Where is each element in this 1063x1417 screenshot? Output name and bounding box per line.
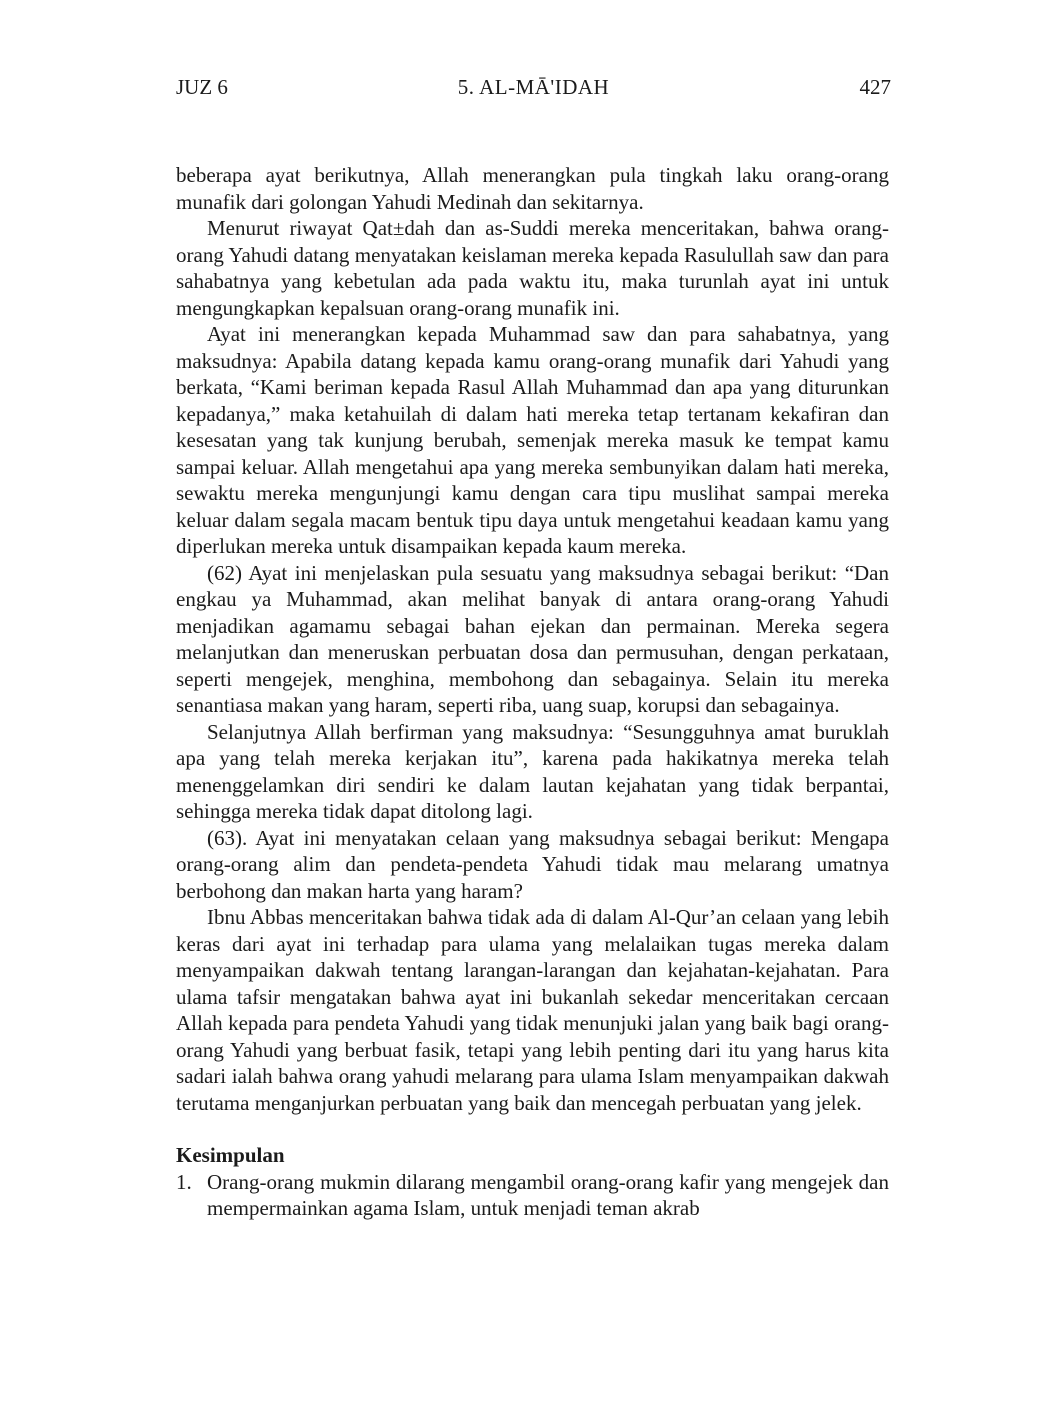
surah-title: 5. AL-MĀ'IDAH	[457, 75, 610, 99]
conclusion-heading: Kesimpulan	[176, 1143, 285, 1167]
body-paragraph: Ibnu Abbas menceritakan bahwa tidak ada di dalam Al-Qur’an celaan yang lebih keras dari ayat ini terhadap para ulama yang melalaikan tugas mereka dalam menyampaikan dakwah tentang larangan-larangan dan kejahatan-kejahatan. Para ulama tafsir mengatakan bahwa ayat ini bukanlah sekedar menceritakan cercaan Allah kepada para pendeta Yahudi yang tidak menunjuki jalan yang baik bagi orang-orang Yahudi yang berbuat fasik, tetapi yang lebih penting dari itu yang harus kita sadari ialah bahwa orang yahudi melarang para ulama Islam menyampaikan dakwah terutama menganjurkan perbuatan yang baik dan mencegah perbuatan yang jelek.	[176, 905, 889, 1115]
list-item	[176, 1169, 889, 1222]
body-paragraph: Menurut riwayat Qat±dah dan as-Suddi mereka menceritakan, bahwa orang-orang Yahudi datang menyatakan keislaman mereka kepada Rasulullah saw dan para sahabatnya yang kebetulan ada pada waktu itu, maka turunlah ayat ini untuk mengungkapkan kepalsuan orang-orang munafik ini.	[176, 216, 889, 320]
body-paragraph: Selanjutnya Allah berfirman yang maksudnya: “Sesungguhnya amat buruklah apa yang telah mereka kerjakan itu”, karena pada hakikatnya mereka telah menenggelamkan diri sendiri ke dalam lautan kejahatan yang tidak berpantai, sehingga mereka tidak dapat ditolong lagi.	[176, 719, 889, 823]
body-paragraph: (63). Ayat ini menyatakan celaan yang maksudnya sebagai berikut: Mengapa orang-orang alim dan pendeta-pendeta Yahudi tidak mau melarang umatnya berbohong dan makan harta yang haram?	[176, 825, 889, 903]
conclusion-list	[176, 1169, 889, 1222]
body-text	[176, 162, 889, 1116]
list-item-number: 1.	[176, 1169, 192, 1194]
page-number: 427	[859, 75, 891, 99]
body-paragraph: (62) Ayat ini menjelaskan pula sesuatu yang maksudnya sebagai berikut: “Dan engkau ya Muhammad, akan melihat banyak di antara orang-orang Yahudi menjadikan agamamu sebagai bahan ejekan dan permainan. Mereka segera melanjutkan dan meneruskan perbuatan dosa dan permusuhan, dengan perkataan, seperti mengejek, menghina, membohong dan sebagainya. Selain itu mereka senantiasa makan yang haram, seperti riba, uang suap, korupsi dan sebagainya.	[176, 560, 889, 717]
juz-label: JUZ 6	[176, 75, 228, 99]
page-header	[176, 74, 891, 101]
list-item-text: Orang-orang mukmin dilarang mengambil orang-orang kafir yang mengejek dan mempermainkan agama Islam, untuk menjadi teman akrab	[207, 1169, 889, 1220]
body-paragraph: Ayat ini menerangkan kepada Muhammad saw dan para sahabatnya, yang maksudnya: Apabila datang kepada kamu orang-orang munafik dari Yahudi yang berkata, “Kami beriman kepada Rasul Allah Muhammad dan apa yang diturunkan kepadanya,” maka ketahuilah di dalam hati mereka tetap tertanam kekafiran dan kesesatan yang tak kunjung berubah, semenjak mereka masuk ke tempat kamu sampai keluar. Allah mengetahui apa yang mereka sembunyikan dalam hati mereka, sewaktu mereka mengunjungi kamu dengan cara tipu muslihat sampai mereka keluar dalam segala macam bentuk tipu daya untuk mengetahui keadaan kamu yang diperlukan mereka untuk disampaikan kepada kaum mereka.	[176, 322, 889, 558]
body-paragraph: beberapa ayat berikutnya, Allah menerangkan pula tingkah laku orang-orang munafik dari golongan Yahudi Medinah dan sekitarnya.	[176, 163, 889, 214]
